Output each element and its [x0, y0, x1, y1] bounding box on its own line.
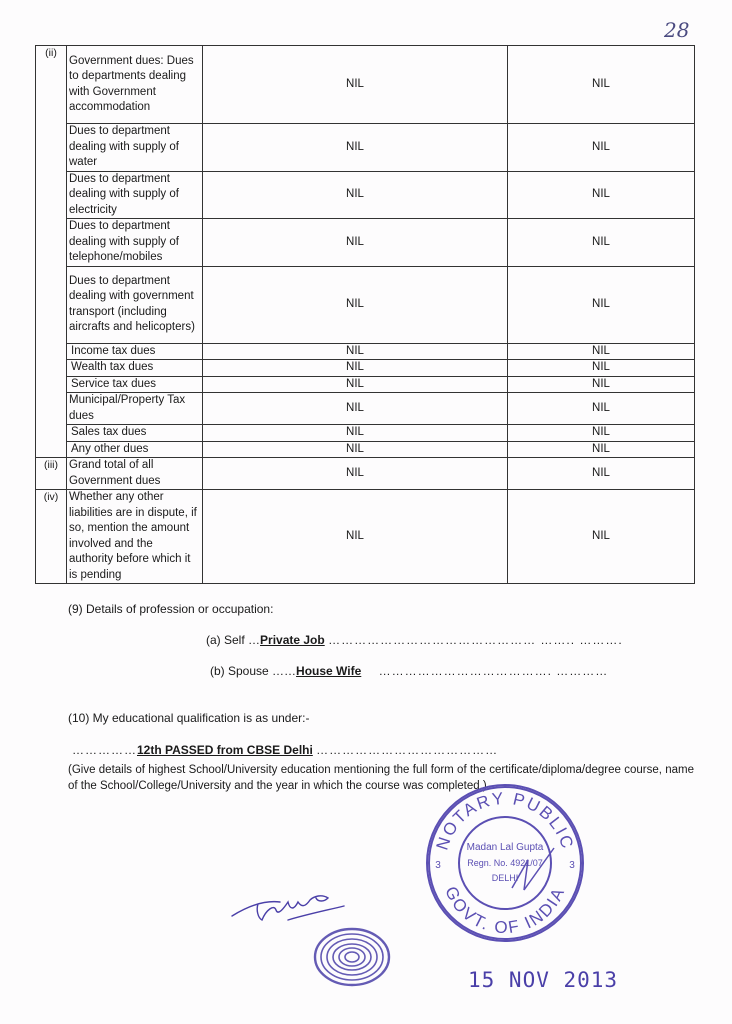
row-value-spouse: NIL [508, 441, 695, 458]
row-value-spouse: NIL [508, 425, 695, 442]
applicant-signature [228, 880, 348, 925]
date-stamp: 15 NOV 2013 [468, 968, 619, 992]
stamp-right-number: 3 [569, 860, 575, 871]
row-description: Any other dues [67, 441, 203, 458]
row-number [36, 441, 67, 458]
row-description: Government dues: Dues to departments dealing with Government accommodation [67, 46, 203, 124]
row-value-self: NIL [203, 219, 508, 267]
row-number: (iii) [36, 458, 67, 490]
row-number [36, 219, 67, 267]
row-value-spouse: NIL [508, 171, 695, 219]
row-value-spouse: NIL [508, 343, 695, 360]
row-description: Wealth tax dues [67, 360, 203, 377]
dues-table-row [36, 441, 695, 458]
dues-table-body [36, 46, 695, 584]
dues-table-row [36, 425, 695, 442]
dues-table-row [36, 124, 695, 172]
self-label: (a) Self … [206, 633, 261, 647]
row-value-self: NIL [203, 393, 508, 425]
row-description: Sales tax dues [67, 425, 203, 442]
row-number [36, 393, 67, 425]
row-number [36, 124, 67, 172]
row-description: Dues to department dealing with supply of water [67, 124, 203, 172]
education-heading: (10) My educational qualification is as under:- [68, 711, 310, 725]
row-number: (ii) [36, 46, 67, 124]
row-value-spouse: NIL [508, 376, 695, 393]
row-value-self: NIL [203, 343, 508, 360]
row-value-self: NIL [203, 46, 508, 124]
stamp-left-number: 3 [435, 860, 441, 871]
self-dots: ………………………………………… …….. ………. [328, 633, 623, 647]
dues-table-row [36, 219, 695, 267]
row-description: Dues to department dealing with supply of electricity [67, 171, 203, 219]
row-value-self: NIL [203, 360, 508, 377]
dues-table-row [36, 360, 695, 377]
dues-table-row [36, 171, 695, 219]
dues-table-row [36, 458, 695, 490]
row-value-spouse: NIL [508, 266, 695, 343]
spouse-label: (b) Spouse …… [210, 664, 297, 678]
row-number [36, 171, 67, 219]
row-value-spouse: NIL [508, 46, 695, 124]
row-value-self: NIL [203, 425, 508, 442]
row-value-spouse: NIL [508, 360, 695, 377]
row-description: Service tax dues [67, 376, 203, 393]
row-number [36, 343, 67, 360]
thumb-impression [312, 926, 392, 988]
dues-table-row [36, 343, 695, 360]
profession-spouse-line [210, 664, 608, 678]
stamp-city: DELHI [491, 873, 519, 883]
row-description: Whether any other liabilities are in dispute, if so, mention the amount involved and the authority before which it is pending [67, 490, 203, 584]
education-trail-dots: …………………………………… [316, 743, 499, 757]
notary-stamp [424, 782, 586, 944]
dues-table-row [36, 266, 695, 343]
education-value: 12th PASSED from CBSE Delhi [137, 743, 313, 757]
row-description: Dues to department dealing with government transport (including aircrafts and helicopters) [67, 266, 203, 343]
row-number [36, 376, 67, 393]
row-value-spouse: NIL [508, 124, 695, 172]
row-value-spouse: NIL [508, 458, 695, 490]
row-description: Grand total of all Government dues [67, 458, 203, 490]
stamp-notary-name: Madan Lal Gupta [466, 842, 544, 853]
stamp-signature-scrawl [512, 848, 554, 890]
profession-self-line [206, 633, 623, 647]
row-description: Dues to department dealing with supply of telephone/mobiles [67, 219, 203, 267]
self-occupation-value: Private Job [260, 633, 325, 647]
dues-table-row [36, 376, 695, 393]
row-value-self: NIL [203, 124, 508, 172]
government-dues-table [35, 45, 695, 584]
row-description: Income tax dues [67, 343, 203, 360]
stamp-ring-bottom-text: GOVT. OF INDIA [441, 883, 569, 938]
stamp-ring-top-text: NOTARY PUBLIC [432, 788, 578, 853]
profession-heading: (9) Details of profession or occupation: [68, 602, 274, 616]
row-value-self: NIL [203, 458, 508, 490]
row-value-spouse: NIL [508, 490, 695, 584]
row-number [36, 360, 67, 377]
row-number [36, 266, 67, 343]
row-number: (iv) [36, 490, 67, 584]
page-number: 28 [664, 18, 690, 42]
spouse-occupation-value: House Wife [296, 664, 362, 678]
education-instructions: (Give details of highest School/University education mentioning the full form of the certificate/diploma/degree course, name of the School/College/University and the year in which the course was completed.) [68, 764, 694, 792]
row-value-self: NIL [203, 490, 508, 584]
row-value-spouse: NIL [508, 393, 695, 425]
dues-table-row [36, 46, 695, 124]
education-line [72, 743, 498, 757]
education-lead-dots: …………… [72, 743, 137, 757]
row-value-self: NIL [203, 266, 508, 343]
row-description: Municipal/Property Tax dues [67, 393, 203, 425]
row-value-self: NIL [203, 376, 508, 393]
stamp-registration: Regn. No. 4921/07 [467, 858, 543, 868]
spouse-dots: …………………………………. ………… [378, 664, 609, 678]
row-value-self: NIL [203, 441, 508, 458]
row-value-self: NIL [203, 171, 508, 219]
row-number [36, 425, 67, 442]
row-value-spouse: NIL [508, 219, 695, 267]
dues-table-row [36, 393, 695, 425]
dues-table-row [36, 490, 695, 584]
